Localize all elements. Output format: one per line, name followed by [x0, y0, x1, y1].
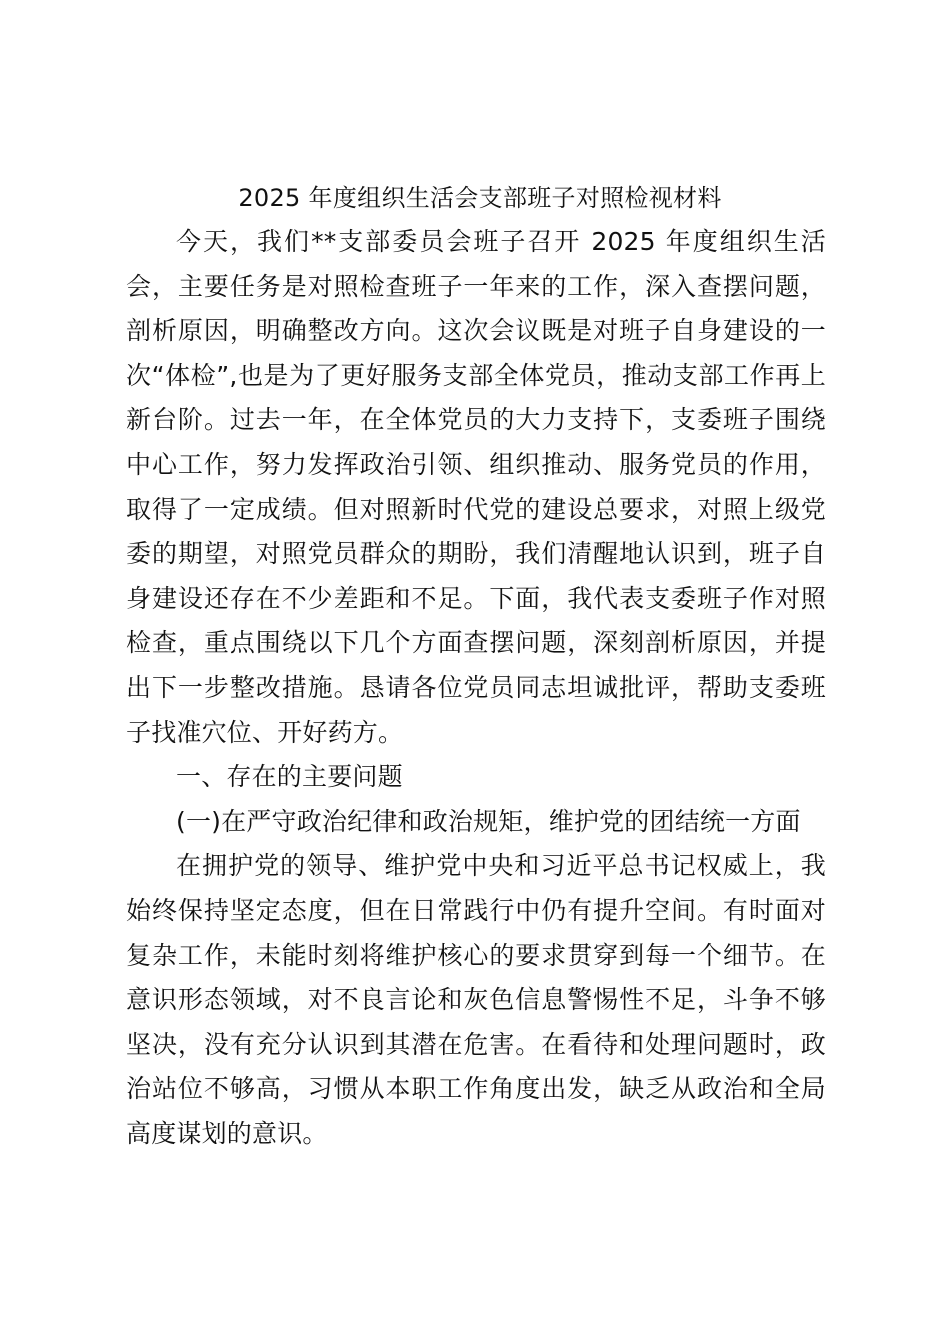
intro-paragraph: 今天，我们**支部委员会班子召开 2025 年度组织生活会，主要任务是对照检查班子一年来的工作，深入查摆问题，剖析原因，明确整改方向。这次会议既是对班子自身建设的一次“体检”,也是为了更好服务支部全体党员，推动支部工作再上新台阶。过去一年，在全体党员的大力支持下，支委班子围绕中心工作，努力发挥政治引领、组织推动、服务党员的作用，取得了一定成绩。但对照新时代党的建设总要求，对照上级党委的期望，对照党员群众的期盼，我们清醒地认识到，班子自身建设还存在不少差距和不足。下面，我代表支委班子作对照检查，重点围绕以下几个方面查摆问题，深刻剖析原因，并提出下一步整改措施。恳请各位党员同志坦诚批评，帮助支委班子找准穴位、开好药方。: [126, 227, 826, 747]
section-heading-1: 一、存在的主要问题: [176, 762, 403, 792]
subsection-heading-1: (一)在严守政治纪律和政治规矩，维护党的团结统一方面: [176, 806, 801, 836]
document-title: 2025 年度组织生活会支部班子对照检视材料: [238, 184, 722, 212]
subsection-1-paragraph: 在拥护党的领导、维护党中央和习近平总书记权威上，我始终保持坚定态度，但在日常践行中仍有提升空间。有时面对复杂工作，未能时刻将维护核心的要求贯穿到每一个细节。在意识形态领域，对不良言论和灰色信息警惕性不足，斗争不够坚决，没有充分认识到其潜在危害。在看待和处理问题时，政治站位不够高，习惯从本职工作角度出发，缺乏从政治和全局高度谋划的意识。: [126, 851, 826, 1148]
document-body: [126, 220, 826, 1156]
